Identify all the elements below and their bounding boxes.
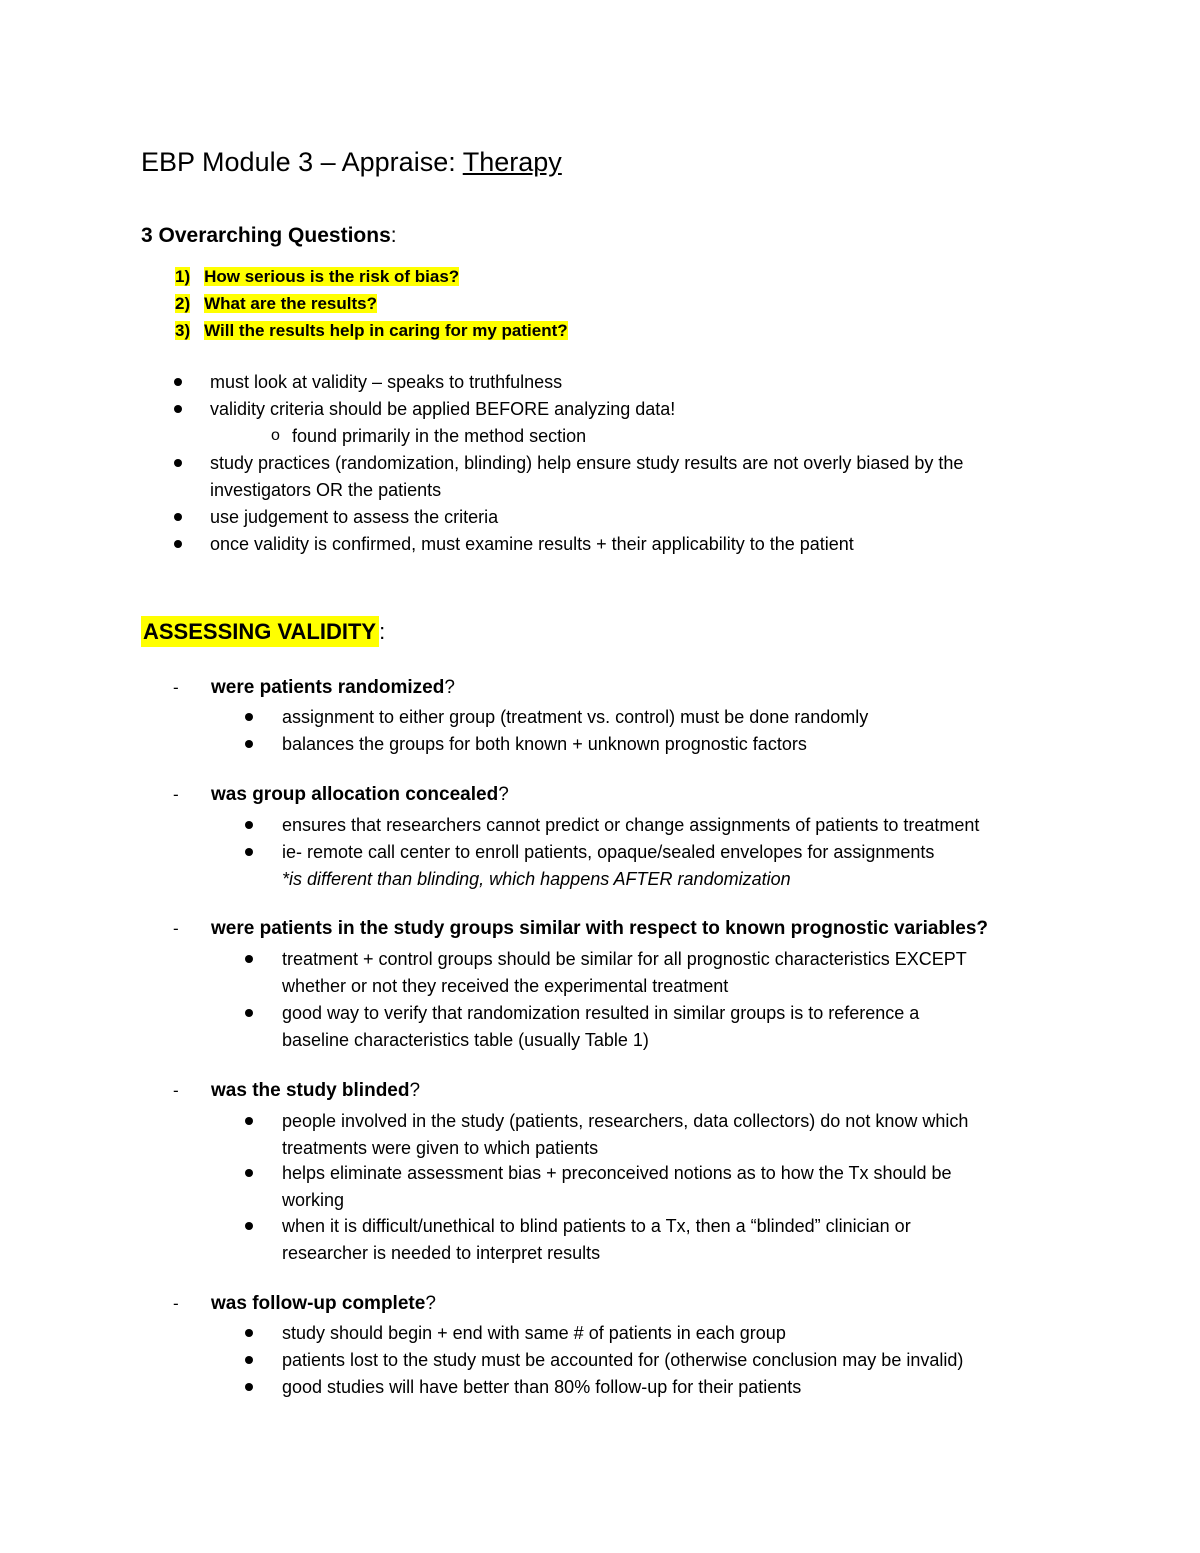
bullet-icon [245,848,253,856]
bullet-icon [174,540,182,548]
section-heading [141,619,385,645]
dash-icon: - [173,1294,179,1313]
list-item-continuation: investigators OR the patients [210,480,442,500]
criterion-item-continuation: treatments were given to which patients [282,1138,599,1158]
bullet-icon [245,955,253,963]
criterion-heading-text: were patients randomized [211,677,445,698]
criterion-item: balances the groups for both known + unknown prognostic factors [282,734,807,754]
bullet-icon [174,378,182,386]
criterion-item-continuation: baseline characteristics table (usually Table 1) [282,1030,649,1050]
question-number: 3) [175,321,191,340]
question-text: What are the results? [204,294,377,313]
criterion-item: when it is difficult/unethical to blind patients to a Tx, then a “blinded” clinician or [282,1216,911,1236]
criterion-heading-suffix: ? [425,1293,436,1314]
list-item: study practices (randomization, blinding) help ensure study results are not overly biased by the [210,453,964,473]
criterion-item: study should begin + end with same # of patients in each group [282,1323,786,1343]
sub-bullet-icon: o [271,427,280,444]
question-number: 2) [175,294,191,313]
criterion-item: patients lost to the study must be accounted for (otherwise conclusion may be invalid) [282,1350,964,1370]
bullet-icon [245,1356,253,1364]
question-text: How serious is the risk of bias? [204,267,460,286]
bullet-icon [245,1222,253,1230]
list-subitem: found primarily in the method section [292,426,587,446]
criterion-item-continuation: working [282,1190,345,1210]
title-underlined: Therapy [462,147,562,177]
criterion-item: people involved in the study (patients, researchers, data collectors) do not know which [282,1111,969,1131]
criterion-item: good way to verify that randomization resulted in similar groups is to reference a [282,1003,920,1023]
bullet-icon [174,513,182,521]
overarching-questions-heading [141,224,397,248]
question-text: Will the results help in caring for my patient? [204,321,568,340]
criterion-heading [211,1080,420,1102]
question-item [175,267,459,287]
subtitle-suffix: : [390,224,397,247]
bullet-icon [174,459,182,467]
criterion-heading [211,1293,436,1315]
dash-icon: - [173,678,179,697]
criterion-heading [211,784,509,806]
criterion-heading-suffix: ? [409,1080,421,1101]
criterion-note: *is different than blinding, which happens AFTER randomization [282,869,791,889]
criterion-heading-text: were patients in the study groups similar with respect to known prognostic variables? [211,918,989,939]
criterion-item: assignment to either group (treatment vs. control) must be done randomly [282,707,869,727]
bullet-icon [245,1169,253,1177]
criterion-item: treatment + control groups should be similar for all prognostic characteristics EXCEPT [282,949,967,969]
criterion-item: helps eliminate assessment bias + preconceived notions as to how the Tx should be [282,1163,952,1183]
criterion-heading-text: was follow-up complete [211,1293,426,1314]
criterion-item: good studies will have better than 80% follow-up for their patients [282,1377,802,1397]
bullet-icon [245,1383,253,1391]
question-item [175,294,377,314]
title-main: EBP Module 3 – Appraise: [141,147,463,177]
list-item: use judgement to assess the criteria [210,507,499,527]
criterion-item-continuation: whether or not they received the experimental treatment [282,976,729,996]
section-heading-text: ASSESSING VALIDITY [141,616,379,647]
bullet-icon [245,1329,253,1337]
criterion-heading-suffix: ? [498,784,509,805]
criterion-item: ie- remote call center to enroll patients, opaque/sealed envelopes for assignments [282,842,935,862]
list-item: once validity is confirmed, must examine results + their applicability to the patient [210,534,854,554]
bullet-icon [245,713,253,721]
criterion-heading [211,677,455,699]
bullet-icon [245,1009,253,1017]
subtitle-text: 3 Overarching Questions [141,224,391,247]
question-number: 1) [175,267,191,286]
bullet-icon [245,1117,253,1125]
bullet-icon [174,405,182,413]
list-item: must look at validity – speaks to truthfulness [210,372,563,392]
page-title [141,147,562,178]
section-heading-suffix: : [379,619,386,644]
list-item: validity criteria should be applied BEFORE analyzing data! [210,399,676,419]
dash-icon: - [173,1081,179,1100]
dash-icon: - [173,919,179,938]
criterion-heading-suffix: ? [444,677,455,698]
criterion-heading [211,918,988,940]
criterion-item-continuation: researcher is needed to interpret results [282,1243,601,1263]
criterion-heading-text: was group allocation concealed [211,784,499,805]
bullet-icon [245,821,253,829]
dash-icon: - [173,785,179,804]
criterion-item: ensures that researchers cannot predict or change assignments of patients to treatment [282,815,980,835]
criterion-heading-text: was the study blinded [211,1080,410,1101]
question-item [175,321,568,341]
bullet-icon [245,740,253,748]
